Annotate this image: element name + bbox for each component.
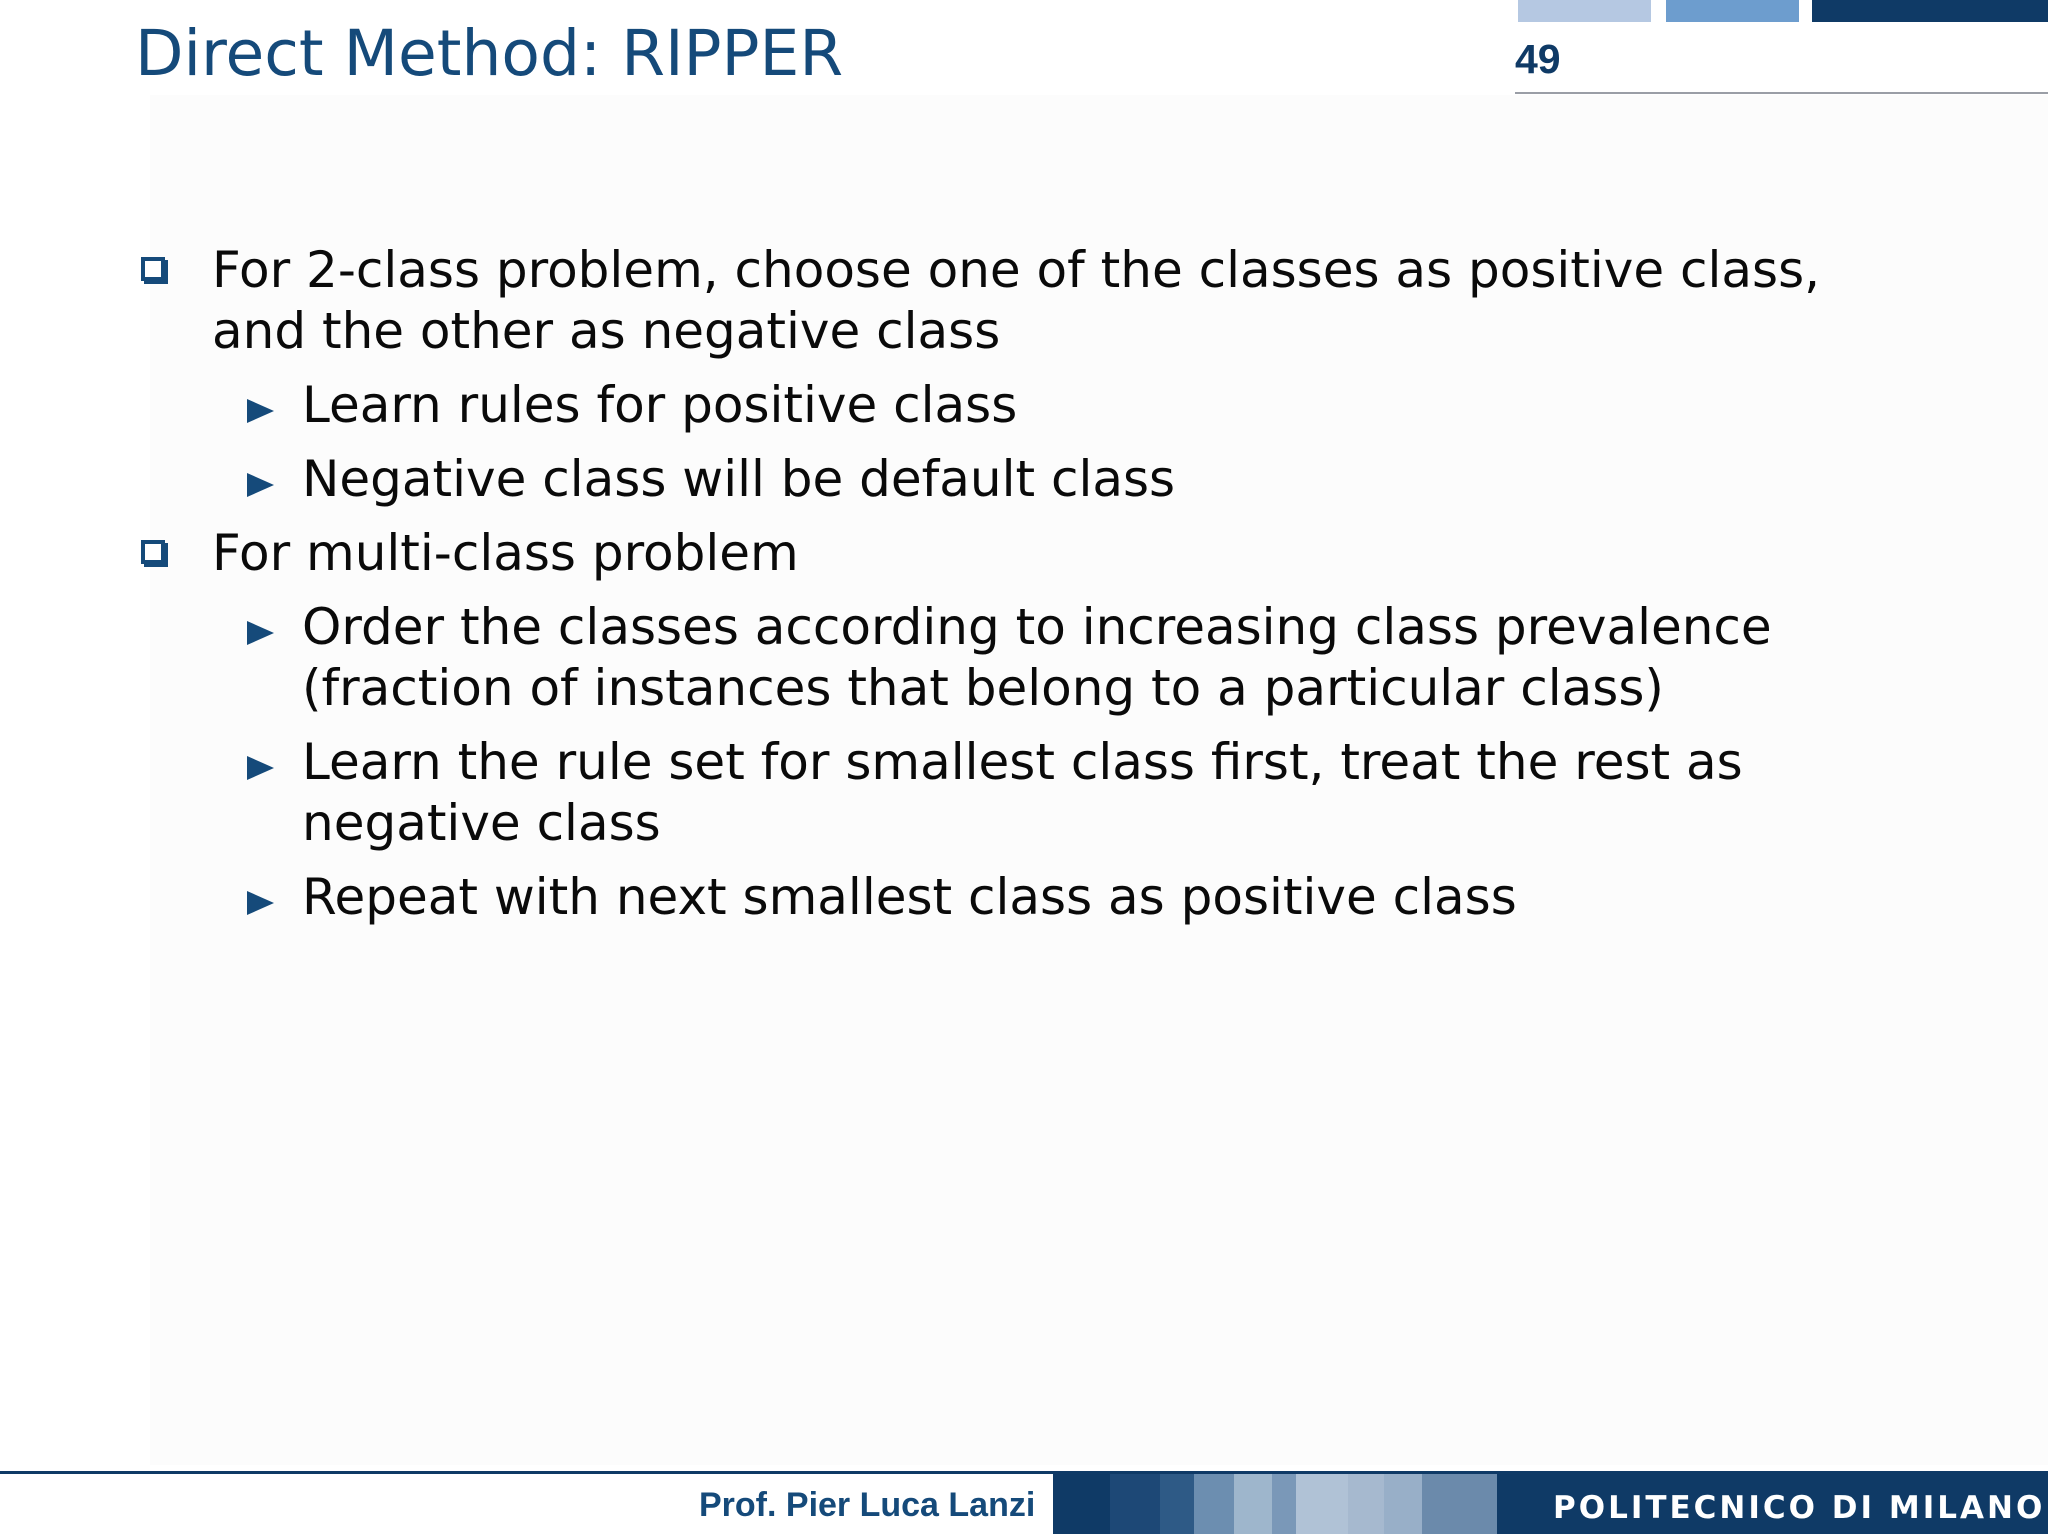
footer-decor-strip — [1110, 1474, 1160, 1534]
footer-decor-strip — [1422, 1474, 1497, 1534]
square-bullet-icon — [141, 540, 165, 564]
header-decor-block-medium — [1666, 0, 1799, 22]
sub-bullet-text-line: Learn the rule set for smallest class first, treat the rest as — [302, 733, 1743, 791]
footer-decor-strip — [1348, 1474, 1384, 1534]
bullet-text-line: For 2-class problem, choose one of the classes as positive class, — [212, 241, 1821, 299]
bullet-text-line: and the other as negative class — [212, 302, 1001, 360]
footer-decor-strip — [1272, 1474, 1296, 1534]
footer-decor-strip — [1384, 1474, 1422, 1534]
square-bullet-icon — [141, 257, 165, 281]
arrow-bullet-icon — [247, 756, 274, 780]
footer-decor-strip — [1194, 1474, 1234, 1534]
footer-author: Prof. Pier Luca Lanzi — [699, 1486, 1036, 1524]
footer-decor-strip — [1296, 1474, 1348, 1534]
arrow-bullet-icon — [247, 473, 274, 497]
footer-decor-strip — [1234, 1474, 1272, 1534]
sub-bullet-text-line: Learn rules for positive class — [302, 376, 1018, 434]
sub-bullet-text-line: Repeat with next smallest class as positive class — [302, 868, 1517, 926]
footer-decor-strip — [1160, 1474, 1194, 1534]
arrow-bullet-icon — [247, 399, 274, 423]
sub-bullet-text-line: Negative class will be default class — [302, 450, 1176, 508]
arrow-bullet-icon — [247, 621, 274, 645]
header-rule — [1515, 92, 2048, 94]
slide-title: Direct Method: RIPPER — [135, 17, 844, 90]
arrow-bullet-icon — [247, 891, 274, 915]
footer-institution-name: POLITECNICO DI MILANO — [1553, 1490, 2046, 1526]
sub-bullet-text-line: (fraction of instances that belong to a particular class) — [302, 659, 1664, 717]
footer-decor-strip — [1053, 1474, 1110, 1534]
bullet-text-line: For multi-class problem — [212, 524, 799, 582]
header-decor-block-dark — [1812, 0, 2048, 22]
slide-number: 49 — [1515, 36, 1561, 82]
sub-bullet-text-line: negative class — [302, 794, 661, 852]
header-decor-block-light — [1518, 0, 1651, 22]
sub-bullet-text-line: Order the classes according to increasing class prevalence — [302, 598, 1772, 656]
